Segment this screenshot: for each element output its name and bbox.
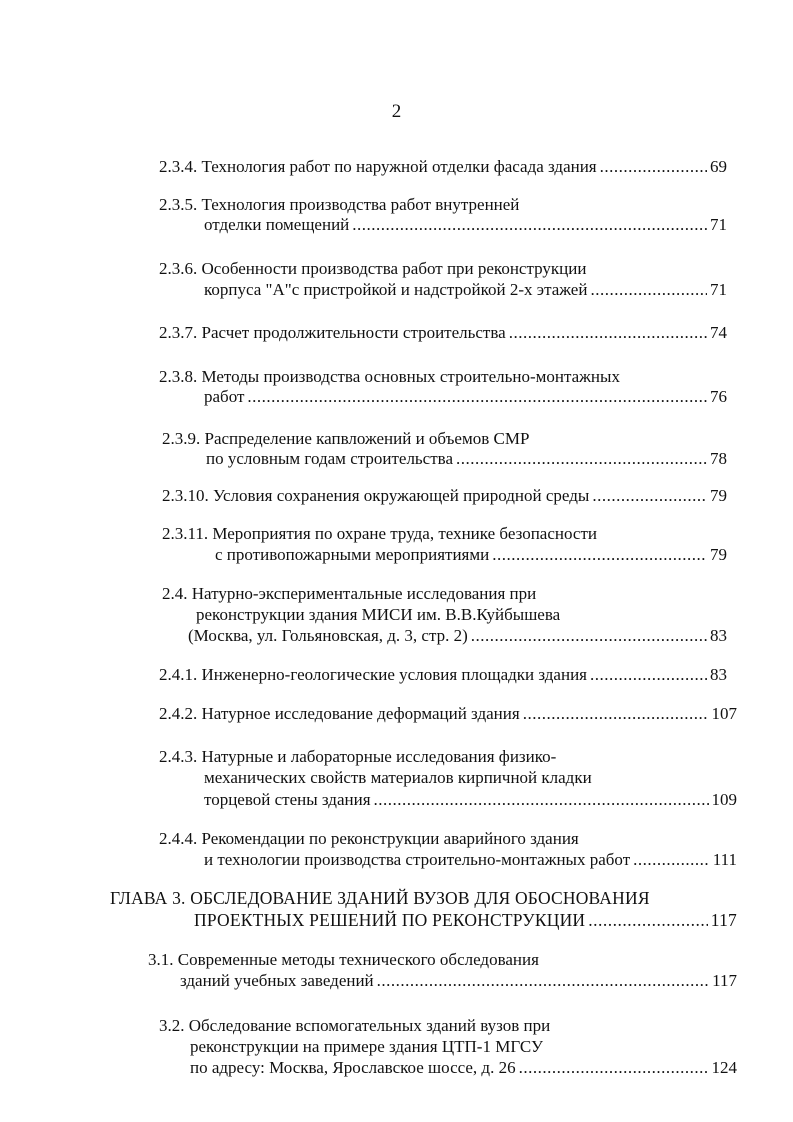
toc-page: 78 [710, 449, 727, 468]
dot-leader [590, 280, 707, 300]
dot-leader [590, 665, 707, 685]
toc-entry-2-4-cont1[interactable] [196, 605, 560, 625]
toc-entry-3-1-cont[interactable] [180, 971, 737, 991]
toc-title: Распределение капвложений и объемов СМР [204, 429, 530, 448]
toc-num: 3.1. [148, 950, 174, 969]
toc-num: 2.3.5. [159, 195, 198, 214]
toc-entry-2-4-1[interactable] [159, 665, 727, 685]
dot-leader [509, 323, 707, 343]
toc-entry-2-3-8[interactable] [159, 367, 620, 387]
toc-title: корпуса "А"с пристройкой и надстройкой 2-х этажей [204, 280, 588, 299]
toc-entry-2-3-11[interactable] [162, 524, 597, 544]
toc-num: 2.4.2. [159, 704, 198, 723]
toc-entry-2-3-9-cont[interactable] [206, 449, 727, 469]
toc-page: 76 [710, 387, 727, 406]
dot-leader [471, 626, 707, 646]
toc-page: 109 [711, 790, 737, 809]
toc-page: 83 [710, 665, 727, 684]
toc-entry-2-3-4[interactable] [159, 157, 727, 177]
toc-title: Условия сохранения окружающей природной среды [213, 486, 590, 505]
toc-page: 111 [712, 850, 737, 869]
toc-page: 79 [710, 545, 727, 564]
dot-leader [588, 910, 708, 930]
toc-num: 2.3.8. [159, 367, 198, 386]
toc-num: ГЛАВА 3. [110, 888, 186, 908]
toc-title: реконструкции на примере здания ЦТП-1 МГСУ [190, 1037, 544, 1056]
toc-entry-2-4-3[interactable] [159, 747, 556, 767]
toc-title: механических свойств материалов кирпичной кладки [204, 768, 592, 787]
toc-title: с противопожарными мероприятиями [215, 545, 490, 564]
toc-entry-2-3-9[interactable] [162, 429, 529, 449]
toc-title: по условным годам строительства [206, 449, 454, 468]
toc-entry-3-1[interactable] [148, 950, 539, 970]
toc-title: ПРОЕКТНЫХ РЕШЕНИЙ ПО РЕКОНСТРУКЦИИ [194, 910, 586, 930]
toc-page: 74 [710, 323, 727, 342]
toc-entry-2-3-7[interactable] [159, 323, 727, 343]
dot-leader [456, 449, 707, 469]
toc-num: 2.3.4. [159, 157, 198, 176]
toc-entry-2-3-5[interactable] [159, 195, 519, 215]
toc-num: 2.4.4. [159, 829, 198, 848]
toc-title: Натурное исследование деформаций здания [201, 704, 520, 723]
toc-num: 2.3.7. [159, 323, 198, 342]
toc-title: Особенности производства работ при реконструкции [201, 259, 587, 278]
toc-title: Натурные и лабораторные исследования физико- [201, 747, 557, 766]
toc-entry-3-2[interactable] [159, 1016, 550, 1036]
toc-entry-2-3-10[interactable] [162, 486, 727, 506]
dot-leader [633, 850, 710, 870]
toc-num: 2.4. [162, 584, 188, 603]
toc-title: Мероприятия по охране труда, технике безопасности [212, 524, 597, 543]
toc-title: по адресу: Москва, Ярославское шоссе, д. 26 [190, 1058, 516, 1077]
toc-title: Рекомендации по реконструкции аварийного здания [201, 829, 579, 848]
toc-title: отделки помещений [204, 215, 350, 234]
toc-entry-2-3-6[interactable] [159, 259, 586, 279]
toc-page: 71 [710, 215, 727, 234]
dot-leader [377, 971, 709, 991]
toc-title: Технология производства работ внутренней [201, 195, 520, 214]
toc-title: Натурно-экспериментальные исследования при [191, 584, 537, 603]
toc-entry-2-4-3-cont2[interactable] [204, 790, 737, 810]
toc-num: 2.4.3. [159, 747, 198, 766]
toc-entry-2-3-5-cont[interactable] [204, 215, 727, 235]
toc-chapter-3-cont[interactable] [194, 910, 737, 930]
toc-title: зданий учебных заведений [180, 971, 374, 990]
toc-page: 69 [710, 157, 727, 176]
toc-page: 71 [710, 280, 727, 299]
toc-entry-2-4[interactable] [162, 584, 536, 604]
toc-entry-2-3-6-cont[interactable] [204, 280, 727, 300]
toc-entry-3-2-cont2[interactable] [190, 1058, 737, 1078]
toc-title: торцевой стены здания [204, 790, 371, 809]
toc-entry-3-2-cont1[interactable] [190, 1037, 543, 1057]
toc-page: 79 [710, 486, 727, 505]
toc-title: Современные методы технического обследования [177, 950, 539, 969]
toc-title: реконструкции здания МИСИ им. В.В.Куйбышева [196, 605, 561, 624]
toc-num: 2.4.1. [159, 665, 198, 684]
toc-title: и технологии производства строительно-монтажных работ [204, 850, 631, 869]
dot-leader [600, 157, 707, 177]
toc-num: 2.3.6. [159, 259, 198, 278]
toc-entry-2-3-11-cont[interactable] [215, 545, 727, 565]
toc-title: Инженерно-геологические условия площадки здания [201, 665, 587, 684]
toc-title: работ [204, 387, 245, 406]
dot-leader [523, 704, 709, 724]
toc-page: 107 [711, 704, 737, 723]
toc-title: Обследование вспомогательных зданий вузов при [188, 1016, 551, 1035]
toc-num: 2.3.10. [162, 486, 209, 505]
toc-entry-2-4-4-cont[interactable] [204, 850, 737, 870]
toc-entry-2-4-2[interactable] [159, 704, 737, 724]
toc-entry-2-4-3-cont1[interactable] [204, 768, 592, 788]
toc-num: 2.3.9. [162, 429, 201, 448]
toc-page: 124 [711, 1058, 737, 1077]
toc-entry-2-4-cont2[interactable] [188, 626, 727, 646]
toc-page: 117 [710, 910, 737, 930]
dot-leader [374, 790, 709, 810]
toc-title: (Москва, ул. Гольяновская, д. 3, стр. 2) [188, 626, 468, 645]
toc-title: Технология работ по наружной отделки фасада здания [201, 157, 597, 176]
dot-leader [592, 486, 707, 506]
toc-num: 3.2. [159, 1016, 185, 1035]
toc-title: ОБСЛЕДОВАНИЕ ЗДАНИЙ ВУЗОВ ДЛЯ ОБОСНОВАНИЯ [190, 888, 650, 908]
page-number: 2 [391, 101, 402, 122]
toc-page: 117 [712, 971, 737, 990]
toc-num: 2.3.11. [162, 524, 209, 543]
toc-page: 83 [710, 626, 727, 645]
dot-leader [492, 545, 707, 565]
dot-leader [247, 387, 707, 407]
toc-entry-2-3-8-cont[interactable] [204, 387, 727, 407]
toc-chapter-3[interactable] [110, 888, 650, 908]
dot-leader [352, 215, 707, 235]
toc-title: Методы производства основных строительно-монтажных [201, 367, 620, 386]
dot-leader [519, 1058, 709, 1078]
toc-title: Расчет продолжительности строительства [201, 323, 506, 342]
toc-entry-2-4-4[interactable] [159, 829, 579, 849]
